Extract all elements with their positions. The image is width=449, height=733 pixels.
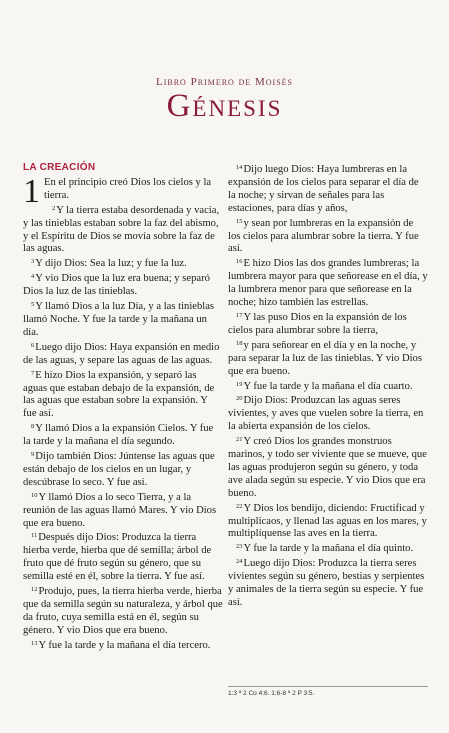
verse-text: Dijo luego Dios: Haya lumbreras en la expansión de los cielos para separar el día de la noche; y sirvan de señales para las estaciones, para días y años,	[228, 164, 419, 214]
verse-number: 3	[31, 258, 35, 266]
verse-number: 5	[31, 301, 35, 309]
verse-number: 17	[236, 311, 243, 319]
section-heading: LA CREACIÓN	[23, 162, 96, 173]
verse-text: E hizo Dios las dos grandes lumbreras; la lumbrera mayor para que señorease en el día, y la lumbrera menor para que señorease en la noche; hizo también las estrellas.	[228, 258, 428, 309]
verse-number: 4	[31, 273, 35, 281]
verse-text: Y fue la tarde y la mañana el día cuarto.	[243, 380, 413, 392]
verse-text: Y llamó Dios a la expansión Cielos. Y fue la tarde y la mañana el día segundo.	[23, 423, 214, 448]
verse	[228, 216, 428, 257]
verse-text: Y creó Dios los grandes monstruos marinos, y todo ser viviente que se mueve, que las aguas produjeron según su género, y toda ave alada según su especie. Y vio Dios que era bueno.	[228, 436, 427, 499]
verse-text: y sean por lumbreras en la expansión de los cielos para alumbrar sobre la tierra. Y fue así.	[228, 217, 419, 255]
verse-number: 15	[236, 217, 243, 225]
verse-text: Produjo, pues, la tierra hierba verde, hierba que da semilla según su naturaleza, y árbol que da fruto, cuya semilla está en él, según su género. Y vio Dios que era bueno.	[23, 586, 223, 636]
verse	[228, 393, 428, 434]
verse-number: 18	[236, 339, 243, 347]
verse	[23, 449, 223, 490]
verse	[23, 271, 223, 299]
verse-text: Y Dios los bendijo, diciendo: Fructificad y multiplicaos, y llenad las aguas en los mares, y multiplíquense las aves en la tierra.	[228, 502, 427, 540]
footnote: 1:3 ª 2 Co 4:6. 1:6-8 ª 2 P 3:5.	[228, 686, 428, 697]
verse-text: Luego dijo Dios: Haya expansión en medio de las aguas, y separe las aguas de las aguas.	[23, 341, 220, 366]
verse	[23, 368, 223, 422]
verse	[23, 256, 223, 271]
verse-text: Y las puso Dios en la expansión de los cielos para alumbrar sobre la tierra,	[228, 311, 407, 336]
verse-text: Y fue la tarde y la mañana el día tercero.	[38, 639, 211, 651]
book-title: Génesis	[166, 88, 283, 124]
verse-text: Dijo Dios: Produzcan las aguas seres vivientes, y aves que vuelen sobre la tierra, en la abierta expansión de los cielos.	[228, 395, 424, 433]
verse-text: En el principio creó Dios los cielos y la tierra.	[44, 176, 212, 201]
verse-text: Y dijo Dios: Sea la luz; y fue la luz.	[35, 258, 187, 270]
right-verse-list	[228, 162, 428, 610]
verse	[228, 541, 428, 556]
verse-text: y para señorear en el día y en la noche, y para separar la luz de las tinieblas. Y vio Dios que era bueno.	[228, 339, 422, 377]
verse-number: 11	[31, 532, 38, 540]
verse-text: Y llamó Dios a la luz Día, y a las tinieblas llamó Noche. Y fue la tarde y la mañana un día.	[23, 301, 215, 338]
verse-number: 16	[236, 258, 243, 266]
verse-number: 23	[236, 543, 243, 551]
verse-number: 13	[31, 639, 38, 647]
chapter-number: 1	[23, 172, 40, 210]
verse-number: 20	[236, 395, 243, 403]
verse-text: Dijo también Dios: Júntense las aguas que están debajo de los cielos en un lugar, y descúbrase lo seco. Y fue así.	[23, 451, 215, 488]
verse	[228, 338, 428, 379]
verse-number: 2	[52, 204, 56, 212]
verse	[23, 203, 223, 257]
verse	[228, 556, 428, 610]
verse-text: Luego dijo Dios: Produzca la tierra seres vivientes según su género, bestias y serpientes y animales de la tierra según su especie. Y fue así.	[228, 558, 425, 608]
verse-number: 9	[31, 451, 35, 459]
verse	[228, 434, 428, 501]
verse-text: Y la tierra estaba desordenada y vacía, y las tinieblas estaban sobre la faz del abismo, y el Espíritu de Dios se movía sobre la faz de las aguas.	[23, 204, 220, 255]
verse-number: 8	[31, 423, 35, 431]
verse	[23, 490, 223, 531]
verse	[23, 584, 223, 638]
verse-number: 10	[31, 491, 38, 499]
verse-number: 12	[31, 586, 38, 594]
left-column	[23, 162, 223, 653]
verse-text: E hizo Dios la expansión, y separó las aguas que estaban debajo de la expansión, de las aguas que estaban sobre la expansión. Y fue así.	[23, 369, 215, 420]
verse	[228, 162, 428, 216]
verse-number: 21	[236, 436, 243, 444]
verse	[23, 530, 223, 584]
verse	[23, 172, 223, 210]
verse	[228, 379, 428, 394]
verse-number: 19	[236, 380, 243, 388]
verse-text: Después dijo Dios: Produzca la tierra hierba verde, hierba que dé semilla; árbol de fruto que dé fruto según su género, que su semilla esté en él, sobre la tierra. Y fue así.	[23, 532, 212, 583]
verse	[228, 310, 428, 338]
verse	[23, 340, 223, 368]
verse	[228, 256, 428, 310]
verse	[23, 421, 223, 449]
left-verse-list	[23, 172, 223, 653]
verse-text: Y fue la tarde y la mañana el día quinto.	[243, 543, 414, 555]
verse	[228, 501, 428, 542]
verse-number: 22	[236, 502, 243, 510]
verse	[23, 638, 223, 653]
verse-number: 7	[31, 369, 35, 377]
right-column	[228, 162, 428, 610]
verse-text: Y vio Dios que la luz era buena; y separó Dios la luz de las tinieblas.	[23, 273, 210, 298]
verse-number: 6	[31, 341, 35, 349]
verse-text: Y llamó Dios a lo seco Tierra, y a la reunión de las aguas llamó Mares. Y vio Dios que era bueno.	[23, 491, 217, 529]
verse-number: 14	[236, 164, 243, 171]
book-subtitle: Libro Primero de Moisés	[156, 76, 293, 88]
verse	[23, 299, 223, 340]
verse-number: 24	[236, 558, 243, 566]
